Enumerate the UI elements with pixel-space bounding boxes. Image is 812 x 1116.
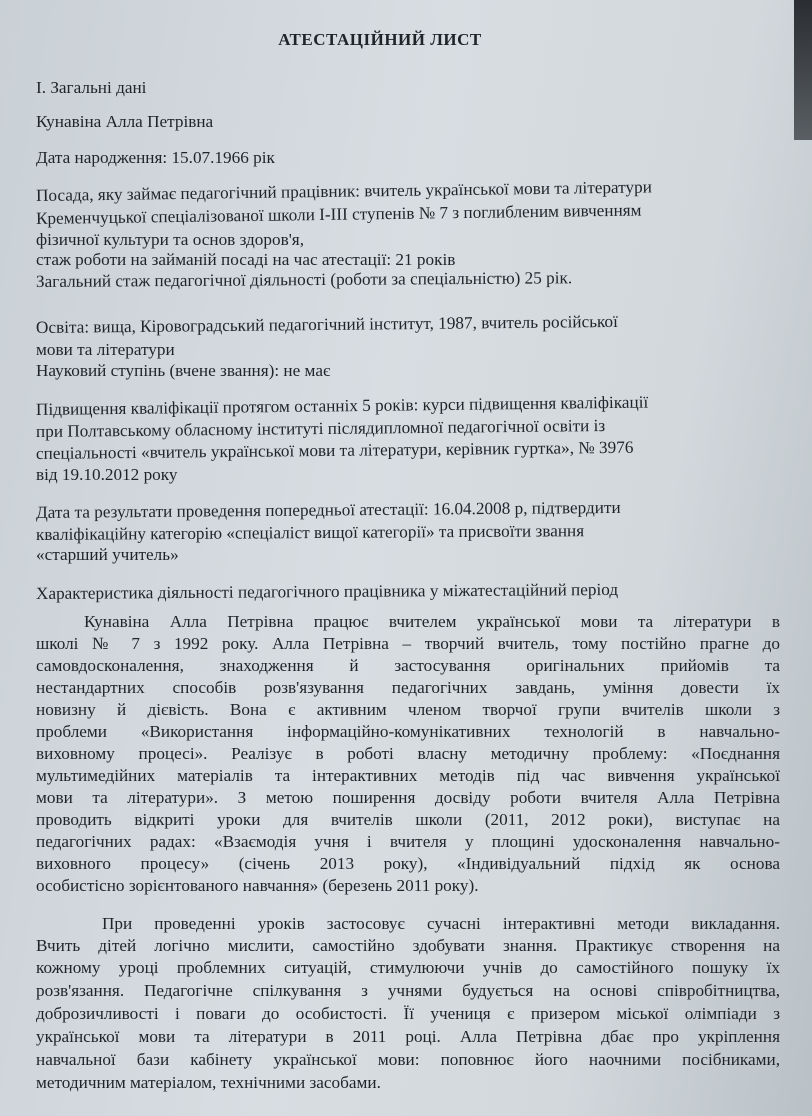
qualification-line: спеціальності «вчитель української мови та літератури, керівник гуртка», № 3976 — [35, 437, 634, 463]
document-title: АТЕСТАЦІЙНИЙ ЛИСТ — [278, 30, 482, 49]
paragraph-line: педагогічних радах: «Взаємодія учня і вчителя у площині удосконалення навчально- — [36, 832, 780, 851]
position-line: фізичної культури та основ здоров'я, — [36, 230, 304, 249]
position-line: Загальний стаж педагогічної діяльності (роботи за спеціальністю) 25 рік. — [35, 268, 573, 291]
education-line: Науковий ступінь (вчене звання): не має — [36, 361, 331, 380]
position-line: Посада, яку займає педагогічний працівник: вчитель української мови та літератури — [35, 177, 652, 205]
education-line: Освіта: вища, Кіровоградський педагогічний інститут, 1987, вчитель російської — [35, 311, 618, 337]
paragraph-line: кожному уроці проблемних ситуацій, стимулюючи учнів до самостійного пошуку їх — [36, 958, 780, 977]
attestation-line: кваліфікаційну категорію «спеціаліст вищої категорії» та присвоїти звання — [35, 521, 585, 544]
attestation-line: «старший учитель» — [36, 545, 179, 564]
qualification-line: від 19.10.2012 року — [36, 465, 178, 484]
paragraph-line: методичним матеріалом, технічними засобами. — [36, 1073, 381, 1092]
paragraph-line: школі № 7 з 1992 року. Алла Петрівна – творчий вчитель, тому постійно прагне до — [36, 634, 780, 653]
qualification-line: при Полтавському обласному інституті післядипломної педагогічної освіти із — [35, 416, 606, 441]
characteristic-heading: Характеристика діяльності педагогічного працівника у міжатестаційний період — [35, 579, 619, 603]
paragraph-line: мови та літератури». З метою поширення досвіду роботи вчителя Алла Петрівна — [36, 788, 780, 807]
education-line: мови та літератури — [36, 340, 175, 359]
paragraph-line: доброзичливості і поваги до особистості. Її учениця є призером міської олімпіади з — [36, 1004, 780, 1023]
paragraph-line: самовдосконалення, знаходження й застосування оригінальних прийомів та — [36, 656, 780, 675]
paragraph-line: навчальної бази кабінету української мови: поповнює його наочними посібниками, — [36, 1050, 780, 1069]
attestation-line: Дата та результати проведення попередньої атестації: 16.04.2008 р, підтвердити — [35, 497, 621, 522]
paragraph-line: розв'язання. Педагогічне спілкування з учнями будується на основі співробітництва, — [36, 981, 780, 1000]
full-name: Кунавіна Алла Петрівна — [36, 112, 214, 131]
qualification-line: Підвищення кваліфікації протягом останніх 5 років: курси підвищення кваліфікації — [35, 392, 649, 419]
paragraph-line: особистісно зорієнтованого навчання» (березень 2011 року). — [36, 876, 479, 895]
position-line: стаж роботи на займаній посаді на час атестації: 21 років — [36, 250, 456, 269]
birth-date: Дата народження: 15.07.1966 рік — [36, 148, 275, 167]
paragraph-line: При проведенні уроків застосовує сучасні інтерактивні методи викладання. — [102, 914, 780, 933]
paragraph-line: української мови та літератури в 2011 році. Алла Петрівна дбає про укріплення — [36, 1027, 780, 1046]
section-heading: І. Загальні дані — [36, 78, 147, 97]
paragraph-line: проблеми «Використання інформаційно-комунікативних технологій в навчально- — [36, 722, 780, 741]
paragraph-line: Вчить дітей логічно мислити, самостійно здобувати знання. Практикує створення на — [36, 936, 780, 955]
page-edge-shadow — [794, 0, 812, 140]
paragraph-line: мультимедійних матеріалів та інтерактивних методів під час вивчення української — [36, 766, 780, 785]
paragraph-line: виховного процесу» (січень 2013 року), «Індивідуальний підхід як основа — [36, 854, 780, 873]
paragraph-line: виховному процесі». Реалізує в роботі власну методичну проблему: «Поєднання — [36, 744, 780, 763]
paragraph-line: нестандартних способів розв'язування педагогічних завдань, уміння довести їх — [36, 678, 780, 697]
position-line: Кременчуцької спеціалізованої школи І-ІІІ ступенів № 7 з поглибленим вивченням — [35, 200, 642, 228]
paragraph-line: проводить відкриті уроки для вчителів школи (2011, 2012 роки), виступає на — [36, 810, 780, 829]
paragraph-line: Кунавіна Алла Петрівна працює вчителем української мови та літератури в — [84, 612, 780, 631]
paragraph-line: новизну й дієвість. Вона є активним членом творчої групи вчителів школи з — [36, 700, 780, 719]
